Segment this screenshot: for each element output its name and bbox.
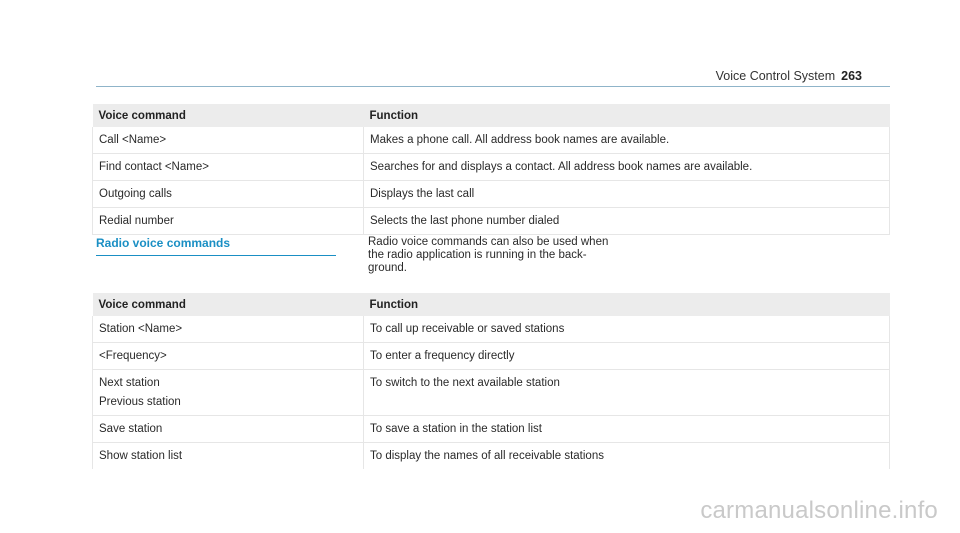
table-row	[93, 181, 890, 208]
table-row	[93, 443, 890, 470]
command-cell	[93, 443, 364, 470]
command-text: Redial number	[99, 215, 174, 227]
command-cell	[93, 154, 364, 181]
column-header-command: Voice command	[93, 104, 364, 127]
column-header-function: Function	[364, 293, 890, 316]
table-row	[93, 343, 890, 370]
function-cell: To enter a frequency directly	[364, 343, 890, 370]
command-text: Next station	[99, 377, 160, 389]
command-cell	[93, 316, 364, 343]
command-text: Call <Name>	[99, 134, 167, 146]
command-text: Show station list	[99, 450, 183, 462]
command-text: Station <Name>	[99, 323, 183, 335]
function-cell: To display the names of all receivable stations	[364, 443, 890, 470]
command-text: Find contact <Name>	[99, 161, 209, 173]
function-cell: To save a station in the station list	[364, 416, 890, 443]
command-cell	[93, 181, 364, 208]
table-header-row	[93, 104, 890, 127]
command-text: Save station	[99, 423, 163, 435]
table-row	[93, 416, 890, 443]
function-cell: Displays the last call	[364, 181, 890, 208]
command-cell	[93, 370, 364, 416]
page-number: 263	[841, 69, 862, 83]
function-cell: Makes a phone call. All address book names are available.	[364, 127, 890, 154]
column-header-function: Function	[364, 104, 890, 127]
table-row	[93, 316, 890, 343]
watermark: carmanualsonline.info	[700, 497, 938, 524]
intro-line: ground.	[368, 262, 408, 274]
table-header-row	[93, 293, 890, 316]
command-cell	[93, 416, 364, 443]
running-header	[716, 69, 862, 83]
function-cell: Selects the last phone number dialed	[364, 208, 890, 235]
table-row	[93, 208, 890, 235]
intro-line: the radio application is running in the back-	[368, 249, 587, 261]
header-rule	[96, 86, 890, 87]
radio-commands-table	[92, 293, 890, 469]
section-title: Voice Control System	[715, 69, 836, 83]
command-cell	[93, 127, 364, 154]
command-cell	[93, 343, 364, 370]
table-row	[93, 370, 890, 416]
command-text: Previous station	[99, 396, 181, 408]
column-header-command: Voice command	[93, 293, 364, 316]
radio-section-heading: Radio voice commands	[96, 236, 336, 256]
table-row	[93, 127, 890, 154]
function-cell: Searches for and displays a contact. All address book names are available.	[364, 154, 890, 181]
intro-line: Radio voice commands can also be used when	[368, 236, 609, 248]
command-text: <Frequency>	[99, 350, 167, 362]
radio-section-intro	[368, 236, 618, 275]
phone-commands-table	[92, 104, 890, 235]
function-cell: To call up receivable or saved stations	[364, 316, 890, 343]
command-text: Outgoing calls	[99, 188, 172, 200]
command-cell	[93, 208, 364, 235]
function-cell: To switch to the next available station	[364, 370, 890, 416]
table-row	[93, 154, 890, 181]
